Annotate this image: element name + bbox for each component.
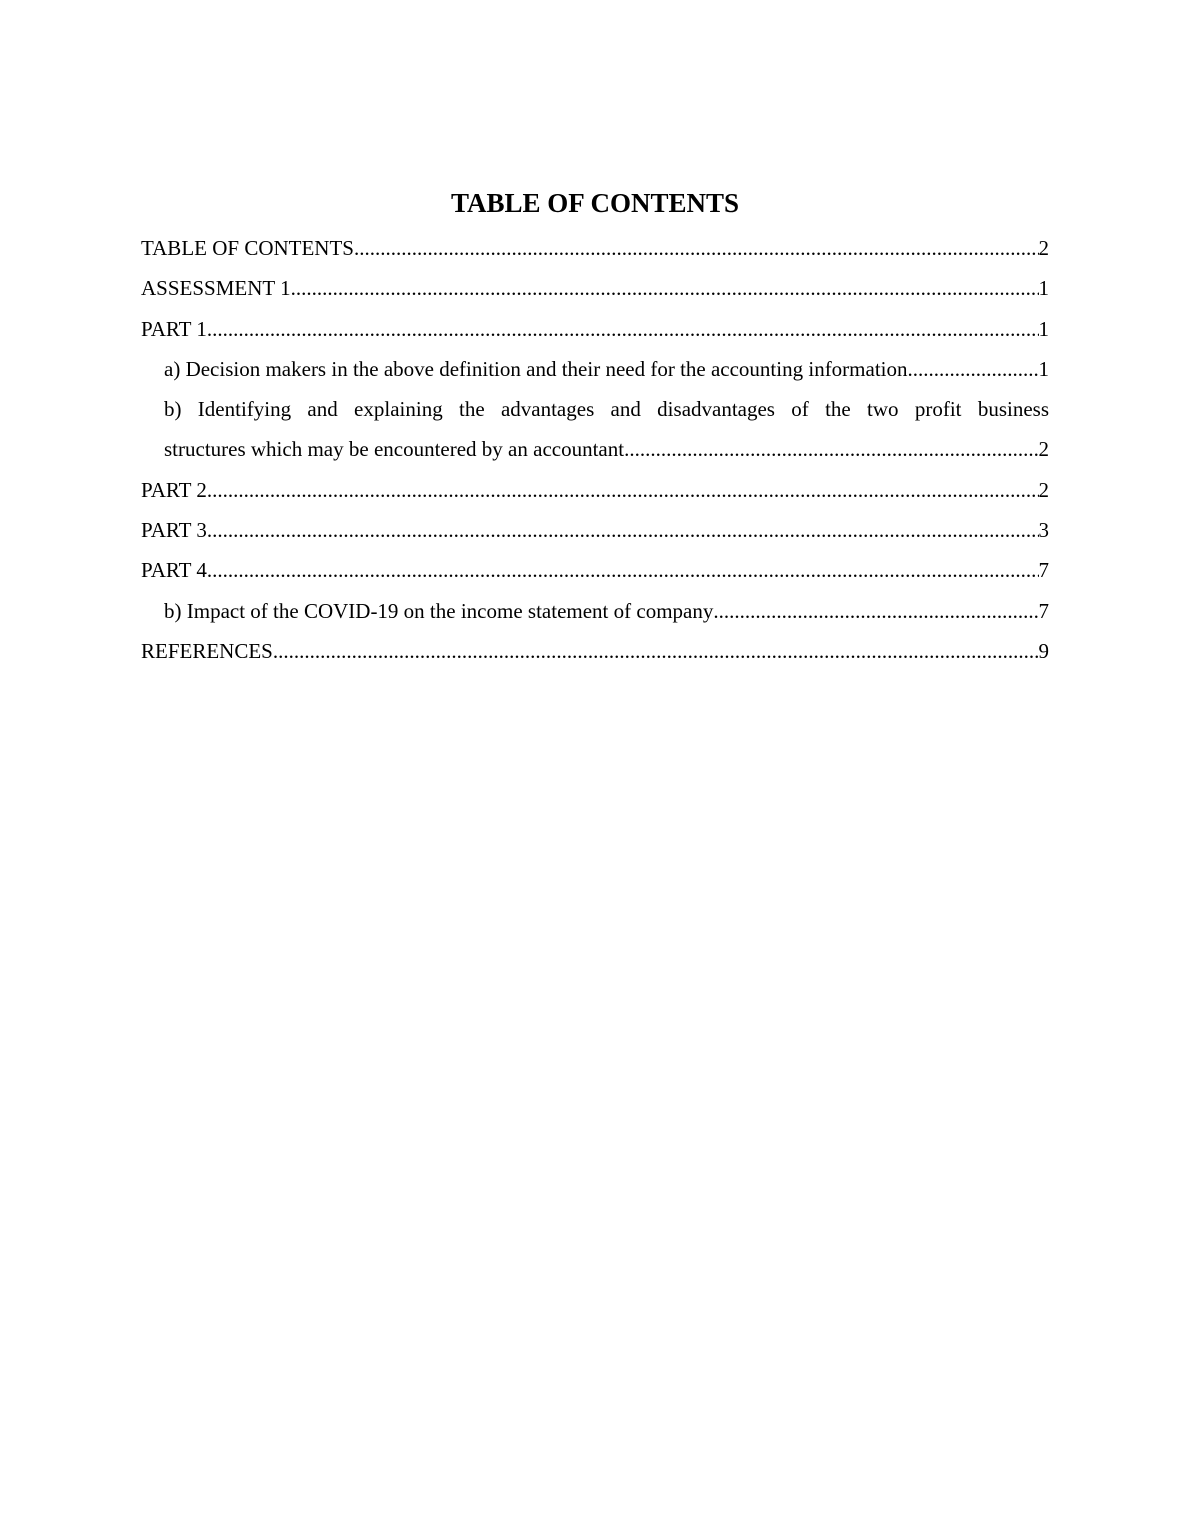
toc-page-number: 9 [1038, 638, 1049, 663]
toc-page-number: 2 [1038, 437, 1049, 462]
toc-dot-leader [207, 309, 1039, 349]
toc-entry-assessment-1[interactable] [141, 268, 1049, 308]
toc-entry-table-of-contents[interactable] [141, 228, 1049, 268]
toc-list [141, 228, 1049, 671]
toc-page-number: 7 [1038, 598, 1049, 623]
toc-entry-label-line-2-row [164, 429, 1049, 469]
toc-entry-references[interactable] [141, 631, 1049, 671]
toc-page-number: 2 [1038, 236, 1049, 260]
toc-dot-leader [273, 631, 1039, 671]
toc-page-number: 1 [1038, 316, 1049, 341]
toc-entry-label: b) Impact of the COVID-19 on the income statement of company [164, 598, 714, 623]
toc-dot-leader [908, 349, 1039, 389]
toc-dot-leader [713, 591, 1038, 631]
toc-entry-decision-makers[interactable] [141, 349, 1049, 389]
toc-entry-part-4[interactable] [141, 550, 1049, 590]
toc-entry-label: PART 2 [141, 477, 207, 502]
toc-entry-part-2[interactable] [141, 470, 1049, 510]
toc-entry-label: a) Decision makers in the above definition and their need for the accounting information [164, 356, 908, 381]
toc-dot-leader [207, 510, 1039, 550]
toc-entry-label: PART 4 [141, 558, 207, 583]
toc-entry-label: ASSESSMENT 1 [141, 276, 291, 301]
toc-page-number: 1 [1038, 276, 1049, 301]
toc-page-number: 2 [1038, 477, 1049, 502]
toc-entry-label: PART 3 [141, 518, 207, 543]
toc-entry-label: PART 1 [141, 316, 207, 341]
toc-entry-label-line-1: b) Identifying and explaining the advantages and disadvantages of the two profit business [164, 397, 1049, 422]
toc-entry-label: TABLE OF CONTENTS [141, 236, 354, 260]
toc-dot-leader [207, 470, 1039, 510]
toc-dot-leader [624, 429, 1038, 469]
toc-page-number: 3 [1038, 518, 1049, 543]
toc-dot-leader [207, 550, 1039, 590]
toc-dot-leader [354, 228, 1039, 268]
toc-heading: TABLE OF CONTENTS [450, 188, 740, 218]
toc-page-number: 7 [1038, 558, 1049, 583]
toc-entry-label-line-2: structures which may be encountered by an accountant [164, 437, 625, 462]
toc-entry-profit-business-structures[interactable] [141, 389, 1049, 470]
toc-entry-part-1[interactable] [141, 309, 1049, 349]
toc-entry-covid-impact[interactable] [141, 591, 1049, 631]
toc-dot-leader [291, 268, 1039, 308]
toc-entry-label: REFERENCES [141, 638, 273, 663]
toc-entry-part-3[interactable] [141, 510, 1049, 550]
toc-page-number: 1 [1038, 356, 1049, 381]
